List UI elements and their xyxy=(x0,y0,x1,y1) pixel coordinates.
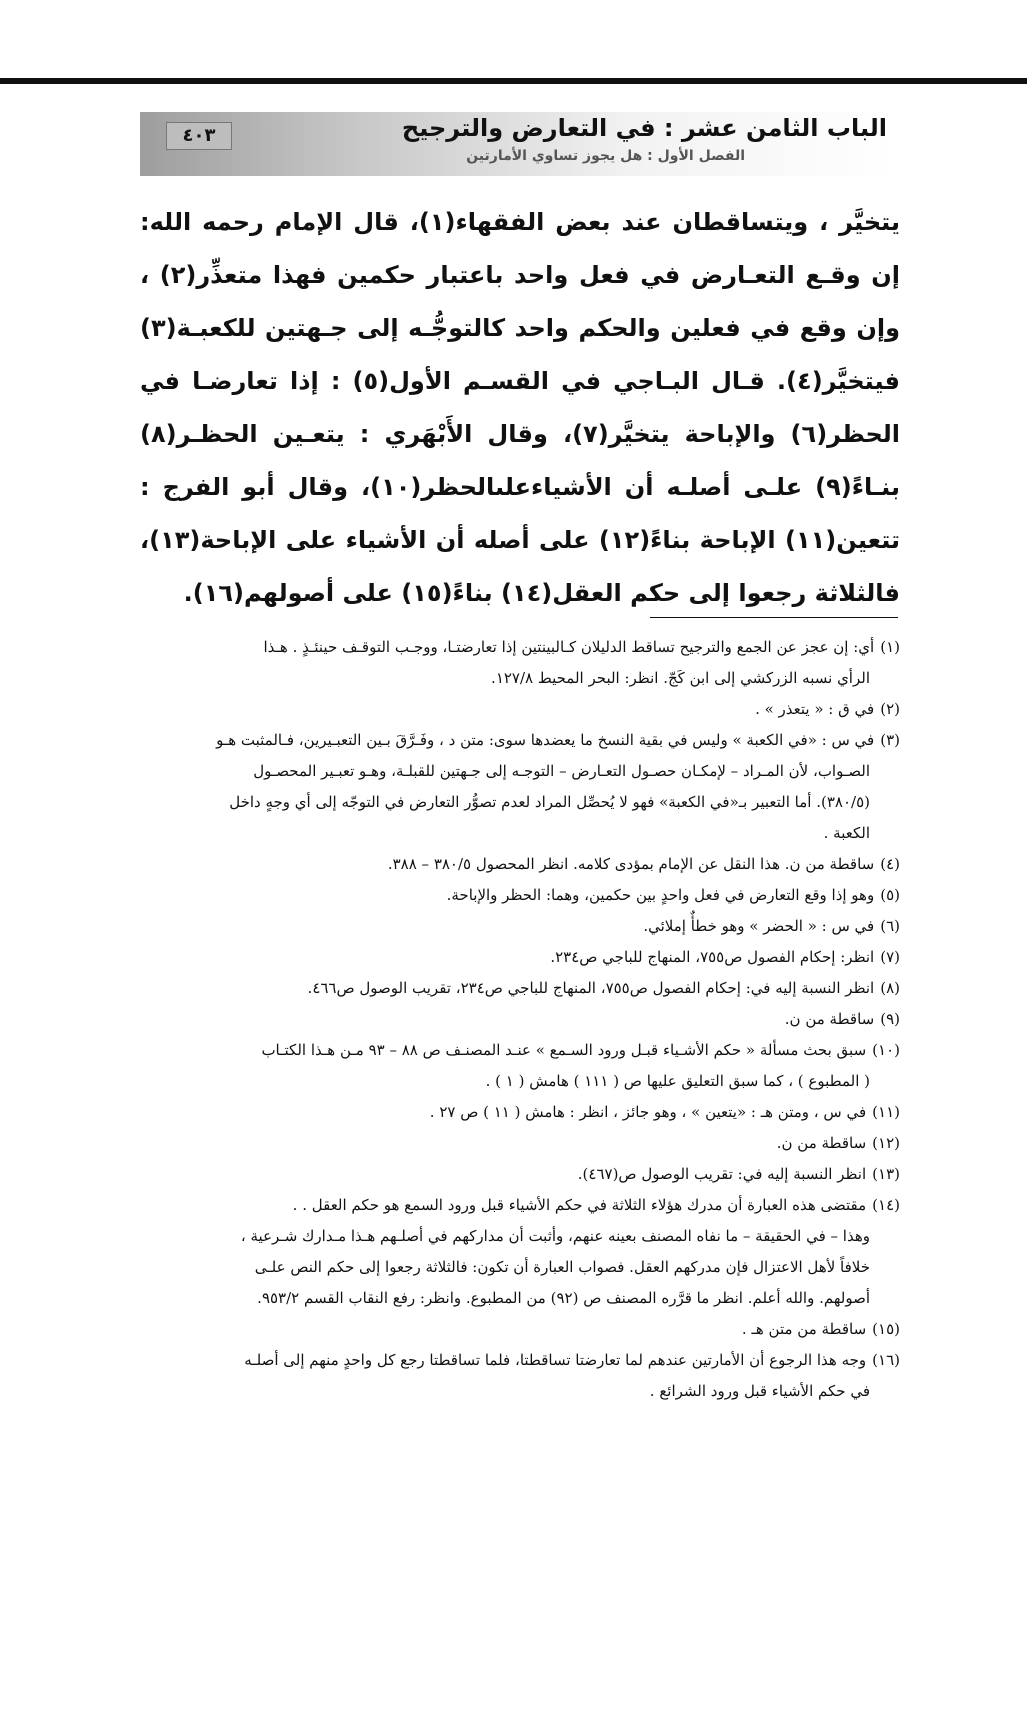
body-text: يتخيَّر ، ويتساقطان عند بعض الفقهاء(١)، قال الإمام رحمه الله: إن وقـع التعـارض في فعل واحد باعتبار حكمين فهذا متعذِّر(٢) ، وإن وقع في فعلين والحكم واحد كالتوجُّـه إلى جـهتين للكعبـة(٣) فيتخيَّر(٤). قـال البـاجي في القسـم الأول(٥) : إذا تعارضـا في الحظر(٦) والإباحة يتخيَّر(٧)، وقال الأَبْهَري : يتعـين الحظـر(٨) بنـاءً(٩) علـى أصلـه أن الأشياءعلىالحظر(١٠)، وقال أبو الفرج : تتعين(١١) الإباحة بناءً(١٢) على أصله أن الأشياء على الإباحة(١٣)، فالثلاثة رجعوا إلى حكم العقل(١٤) بناءً(١٥) على أصولهم(١٦). xyxy=(140,208,900,607)
top-rule xyxy=(0,78,1027,84)
footnote-line xyxy=(136,1190,900,1221)
footnote-text: أي: إن عجز عن الجمع والترجيح تساقط الدليلان كـالبينتين إذا تعارضتـا، ووجـب التوقـف حينئـذٍ . هـذا xyxy=(263,638,875,656)
footnote-text: وجه هذا الرجوع أن الأمارتين عندهم لما تعارضتا تساقطتا، فلما تساقطتا رجع كل واحدٍ منهم إلى أصلـه xyxy=(244,1351,867,1369)
footnote-line xyxy=(136,725,900,756)
footnote-text: انظر النسبة إليه في: تقريب الوصول ص(٤٦٧). xyxy=(577,1165,867,1183)
footnote-line xyxy=(136,818,900,849)
footnote-text: الصـواب، لأن المـراد – لإمكـان حصـول التعـارض – التوجـه إلى جـهتين للقبلـة، وهـو تعبـير المحصـول xyxy=(253,762,870,780)
footnote-text: في حكم الأشياء قبل ورود الشرائع . xyxy=(649,1382,870,1400)
footnote-text: وهو إذا وقع التعارض في فعل واحدٍ بين حكمين، وهما: الحظر والإباحة. xyxy=(446,886,875,904)
footnote-text: في س ، ومتن هـ : «يتعين » ، وهو جائز ، انظر : هامش ( ١١ ) ص ٢٧ . xyxy=(429,1103,867,1121)
footnote-line xyxy=(136,849,900,880)
footnote-number: (٣) xyxy=(880,731,900,749)
footnote-number: (١٥) xyxy=(872,1320,900,1338)
footnote-separator xyxy=(650,617,898,618)
footnote-text: في س : «في الكعبة » وليس في بقية النسخ ما يعضدها سوى: متن د ، وفَـرَّقَ بـين التعبـيرين، فـالمثبت هـو xyxy=(216,731,875,749)
footnote-line xyxy=(136,663,900,694)
footnote-number: (١٠) xyxy=(872,1041,900,1059)
footnote-line xyxy=(136,880,900,911)
footnote-line xyxy=(136,1283,900,1314)
footnote-number: (٥) xyxy=(880,886,900,904)
footnote-line xyxy=(136,1004,900,1035)
footnote-text: خلافاً لأهل الاعتزال فإن مدركهم العقل. فصواب العبارة أن تكون: فالثلاثة رجعوا إلى حكم النص علـى xyxy=(254,1258,870,1276)
page-number: ٤٠٣ xyxy=(166,122,232,150)
footnote-text: انظر النسبة إليه في: إحكام الفصول ص٧٥٥، المنهاج للباجي ص٢٣٤، تقريب الوصول ص٤٦٦. xyxy=(307,979,875,997)
footnote-line xyxy=(136,632,900,663)
footnote-text: ( المطبوع ) ، كما سبق التعليق عليها ص ( ١١١ ) هامش ( ١ ) . xyxy=(485,1072,870,1090)
footnote-line xyxy=(136,942,900,973)
footnote-text: ساقطة من متن هـ . xyxy=(741,1320,867,1338)
footnote-text: الكعبة . xyxy=(823,824,870,842)
footnote-line xyxy=(136,1221,900,1252)
footnotes xyxy=(136,632,900,1407)
running-header xyxy=(140,112,895,176)
chapter-title: الباب الثامن عشر : في التعارض والترجيح xyxy=(401,114,887,142)
footnote-number: (١٣) xyxy=(872,1165,900,1183)
footnote-line xyxy=(136,973,900,1004)
footnote-number: (٤) xyxy=(880,855,900,873)
footnote-line xyxy=(136,1376,900,1407)
footnote-text: في ق : « يتعذر » . xyxy=(755,700,875,718)
section-subtitle: الفصل الأول : هل يجوز تساوي الأمارتين xyxy=(466,148,745,164)
footnote-text: الرأي نسبه الزركشي إلى ابن كَجّ. انظر: البحر المحيط ١٢٧/٨. xyxy=(491,669,870,687)
footnote-line xyxy=(136,1128,900,1159)
footnote-text: مقتضى هذه العبارة أن مدرك هؤلاء الثلاثة في حكم الأشياء قبل ورود السمع هو حكم العقل . . xyxy=(292,1196,867,1214)
footnote-number: (٦) xyxy=(880,917,900,935)
footnote-text: ساقطة من ن. هذا النقل عن الإمام بمؤدى كلامه. انظر المحصول ٣٨٠/٥ – ٣٨٨. xyxy=(387,855,875,873)
footnote-line xyxy=(136,1345,900,1376)
footnote-number: (٧) xyxy=(880,948,900,966)
footnote-text: سبق بحث مسألة « حكم الأشـياء قبـل ورود السـمع » عنـد المصنـف ص ٨٨ – ٩٣ مـن هـذا الكتـاب xyxy=(261,1041,867,1059)
footnote-number: (١٤) xyxy=(872,1196,900,1214)
footnote-line xyxy=(136,911,900,942)
footnote-line xyxy=(136,787,900,818)
footnote-line xyxy=(136,756,900,787)
footnote-line xyxy=(136,694,900,725)
footnote-text: (٣٨٠/٥). أما التعبير بـ«في الكعبة» فهو لا يُحصِّل المراد لعدم تصوُّر التعارض في التوجّه إلى أي وجهٍ داخل xyxy=(229,793,870,811)
footnote-text: أصولهم. والله أعلم. انظر ما قرَّره المصنف ص (٩٢) من المطبوع. وانظر: رفع النقاب القسم ٩٥٣/٢. xyxy=(257,1289,870,1307)
footnote-number: (١٢) xyxy=(872,1134,900,1152)
footnote-line xyxy=(136,1035,900,1066)
footnote-number: (١١) xyxy=(872,1103,900,1121)
footnote-text: وهذا – في الحقيقة – ما نفاه المصنف بعينه عنهم، وأثبت أن مداركهم في أصلـهم هـذا مـدارك شـرعية ، xyxy=(240,1227,870,1245)
footnote-line xyxy=(136,1159,900,1190)
footnote-text: ساقطة من ن. xyxy=(784,1010,875,1028)
footnote-number: (١) xyxy=(880,638,900,656)
footnote-line xyxy=(136,1314,900,1345)
footnote-text: انظر: إحكام الفصول ص٧٥٥، المنهاج للباجي ص٢٣٤. xyxy=(550,948,875,966)
footnote-line xyxy=(136,1252,900,1283)
footnote-text: ساقطة من ن. xyxy=(776,1134,867,1152)
footnote-text: في س : « الحضر » وهو خطأٌ إملائي. xyxy=(643,917,875,935)
footnote-line xyxy=(136,1066,900,1097)
footnote-number: (٩) xyxy=(880,1010,900,1028)
footnote-number: (١٦) xyxy=(872,1351,900,1369)
footnote-number: (٢) xyxy=(880,700,900,718)
footnote-number: (٨) xyxy=(880,979,900,997)
footnote-line xyxy=(136,1097,900,1128)
